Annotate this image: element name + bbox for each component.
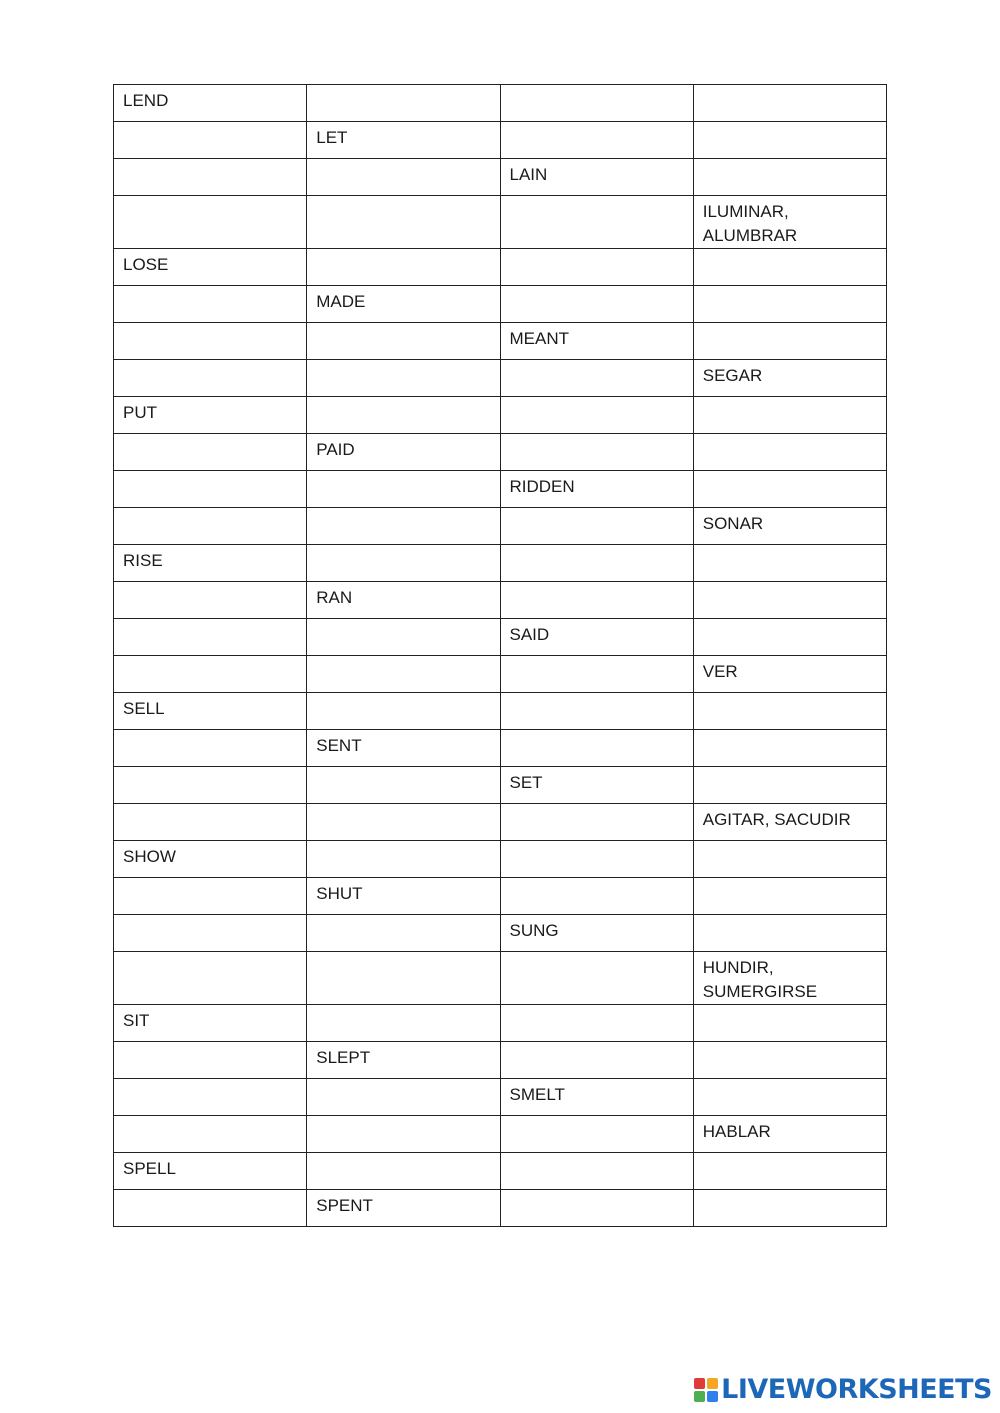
table-cell[interactable]: [693, 1042, 886, 1079]
table-cell[interactable]: [307, 545, 500, 582]
table-cell[interactable]: [114, 323, 307, 360]
table-cell[interactable]: [693, 1190, 886, 1227]
table-cell[interactable]: [307, 323, 500, 360]
logo-square-blue: [707, 1391, 718, 1402]
table-cell[interactable]: [500, 397, 693, 434]
logo-text: LIVEWORKSHEETS: [721, 1374, 992, 1405]
table-cell[interactable]: [693, 471, 886, 508]
table-cell[interactable]: LOSE: [114, 249, 307, 286]
table-cell[interactable]: [693, 915, 886, 952]
table-row: [114, 323, 887, 360]
table-cell[interactable]: [114, 196, 307, 249]
table-cell[interactable]: SENT: [307, 730, 500, 767]
table-row: [114, 159, 887, 196]
table-row: [114, 360, 887, 397]
table-cell[interactable]: [114, 878, 307, 915]
table-cell[interactable]: [693, 122, 886, 159]
table-cell[interactable]: [307, 85, 500, 122]
verb-table-body: [114, 85, 887, 1227]
table-cell[interactable]: VER: [693, 656, 886, 693]
table-cell[interactable]: SHUT: [307, 878, 500, 915]
table-cell[interactable]: LET: [307, 122, 500, 159]
table-cell[interactable]: [307, 1153, 500, 1190]
table-row: [114, 508, 887, 545]
table-cell[interactable]: [500, 122, 693, 159]
table-row: [114, 122, 887, 159]
table-row: [114, 1116, 887, 1153]
table-row: [114, 249, 887, 286]
table-cell[interactable]: [307, 804, 500, 841]
table-cell[interactable]: MADE: [307, 286, 500, 323]
table-cell[interactable]: [500, 545, 693, 582]
table-row: [114, 397, 887, 434]
table-cell[interactable]: [114, 159, 307, 196]
table-cell[interactable]: [307, 952, 500, 1005]
table-row: [114, 656, 887, 693]
table-row: [114, 1153, 887, 1190]
table-cell[interactable]: [693, 582, 886, 619]
table-cell[interactable]: HABLAR: [693, 1116, 886, 1153]
table-cell[interactable]: [693, 323, 886, 360]
table-cell[interactable]: [500, 841, 693, 878]
table-cell[interactable]: [500, 1116, 693, 1153]
table-cell[interactable]: [307, 508, 500, 545]
table-cell[interactable]: [307, 693, 500, 730]
table-cell[interactable]: [114, 1079, 307, 1116]
table-cell[interactable]: [114, 619, 307, 656]
table-cell[interactable]: PUT: [114, 397, 307, 434]
table-row: [114, 804, 887, 841]
table-cell[interactable]: MEANT: [500, 323, 693, 360]
table-cell[interactable]: [114, 804, 307, 841]
table-cell[interactable]: [500, 360, 693, 397]
table-cell[interactable]: [693, 1005, 886, 1042]
table-cell[interactable]: RISE: [114, 545, 307, 582]
table-cell[interactable]: [693, 159, 886, 196]
table-cell[interactable]: [307, 471, 500, 508]
table-cell[interactable]: [693, 286, 886, 323]
table-row: [114, 196, 887, 249]
table-cell[interactable]: [307, 360, 500, 397]
table-cell[interactable]: [500, 693, 693, 730]
table-cell[interactable]: LAIN: [500, 159, 693, 196]
table-cell[interactable]: [693, 1153, 886, 1190]
table-cell[interactable]: [693, 249, 886, 286]
table-cell[interactable]: SEGAR: [693, 360, 886, 397]
table-cell[interactable]: SIT: [114, 1005, 307, 1042]
liveworksheets-logo-icon: [694, 1378, 718, 1402]
table-row: [114, 730, 887, 767]
table-cell[interactable]: [500, 196, 693, 249]
table-cell[interactable]: [693, 85, 886, 122]
table-row: [114, 85, 887, 122]
table-cell[interactable]: [500, 878, 693, 915]
table-row: [114, 767, 887, 804]
table-cell[interactable]: HUNDIR, SUMERGIRSE: [693, 952, 886, 1005]
table-cell[interactable]: [500, 1153, 693, 1190]
liveworksheets-logo: [694, 1374, 992, 1405]
table-row: [114, 693, 887, 730]
table-cell[interactable]: [500, 508, 693, 545]
table-row: [114, 1190, 887, 1227]
table-cell[interactable]: [307, 656, 500, 693]
table-cell[interactable]: SHOW: [114, 841, 307, 878]
table-cell[interactable]: SELL: [114, 693, 307, 730]
table-cell[interactable]: [307, 249, 500, 286]
table-cell[interactable]: [500, 434, 693, 471]
table-row: [114, 619, 887, 656]
table-cell[interactable]: [500, 656, 693, 693]
table-row: [114, 434, 887, 471]
table-cell[interactable]: [500, 1042, 693, 1079]
table-row: [114, 952, 887, 1005]
table-cell[interactable]: [500, 249, 693, 286]
table-cell[interactable]: SPENT: [307, 1190, 500, 1227]
table-cell[interactable]: SONAR: [693, 508, 886, 545]
table-cell[interactable]: [307, 196, 500, 249]
table-cell[interactable]: [114, 767, 307, 804]
table-cell[interactable]: [114, 508, 307, 545]
table-cell[interactable]: [500, 582, 693, 619]
table-cell[interactable]: [693, 1079, 886, 1116]
table-cell[interactable]: SET: [500, 767, 693, 804]
table-cell[interactable]: [307, 767, 500, 804]
logo-square-green: [694, 1391, 705, 1402]
table-cell[interactable]: [500, 85, 693, 122]
table-cell[interactable]: [693, 397, 886, 434]
table-cell[interactable]: [693, 841, 886, 878]
table-row: [114, 841, 887, 878]
table-cell[interactable]: [307, 1005, 500, 1042]
table-cell[interactable]: AGITAR, SACUDIR: [693, 804, 886, 841]
verb-table: [113, 84, 887, 1227]
table-cell[interactable]: [307, 915, 500, 952]
table-cell[interactable]: SMELT: [500, 1079, 693, 1116]
table-cell[interactable]: [114, 122, 307, 159]
table-cell[interactable]: [307, 159, 500, 196]
table-cell[interactable]: [500, 804, 693, 841]
table-cell[interactable]: [114, 730, 307, 767]
table-cell[interactable]: SPELL: [114, 1153, 307, 1190]
table-cell[interactable]: [500, 1190, 693, 1227]
table-cell[interactable]: [693, 730, 886, 767]
table-cell[interactable]: [500, 730, 693, 767]
table-cell[interactable]: SLEPT: [307, 1042, 500, 1079]
table-cell[interactable]: [114, 952, 307, 1005]
table-cell[interactable]: [307, 1079, 500, 1116]
table-cell[interactable]: [693, 767, 886, 804]
table-row: [114, 915, 887, 952]
table-cell[interactable]: RAN: [307, 582, 500, 619]
table-cell[interactable]: [307, 619, 500, 656]
table-cell[interactable]: [500, 952, 693, 1005]
table-cell[interactable]: [114, 915, 307, 952]
table-row: [114, 582, 887, 619]
table-cell[interactable]: RIDDEN: [500, 471, 693, 508]
table-cell[interactable]: [114, 286, 307, 323]
table-row: [114, 545, 887, 582]
table-cell[interactable]: SUNG: [500, 915, 693, 952]
table-cell[interactable]: [693, 693, 886, 730]
table-cell[interactable]: SAID: [500, 619, 693, 656]
table-cell[interactable]: [307, 841, 500, 878]
table-cell[interactable]: LEND: [114, 85, 307, 122]
table-cell[interactable]: [307, 1116, 500, 1153]
table-cell[interactable]: ILUMINAR, ALUMBRAR: [693, 196, 886, 249]
table-cell[interactable]: [114, 434, 307, 471]
table-cell[interactable]: [307, 397, 500, 434]
table-row: [114, 286, 887, 323]
table-cell[interactable]: [114, 1190, 307, 1227]
table-row: [114, 1079, 887, 1116]
table-cell[interactable]: [693, 545, 886, 582]
table-cell[interactable]: PAID: [307, 434, 500, 471]
table-cell[interactable]: [500, 1005, 693, 1042]
table-row: [114, 1005, 887, 1042]
logo-square-red: [694, 1378, 705, 1389]
table-row: [114, 1042, 887, 1079]
table-cell[interactable]: [500, 286, 693, 323]
table-cell[interactable]: [693, 878, 886, 915]
table-cell[interactable]: [114, 1042, 307, 1079]
table-cell[interactable]: [114, 656, 307, 693]
table-cell[interactable]: [693, 619, 886, 656]
table-cell[interactable]: [114, 360, 307, 397]
logo-square-orange: [707, 1378, 718, 1389]
table-cell[interactable]: [114, 582, 307, 619]
table-cell[interactable]: [693, 434, 886, 471]
table-row: [114, 471, 887, 508]
table-row: [114, 878, 887, 915]
table-cell[interactable]: [114, 1116, 307, 1153]
table-cell[interactable]: [114, 471, 307, 508]
